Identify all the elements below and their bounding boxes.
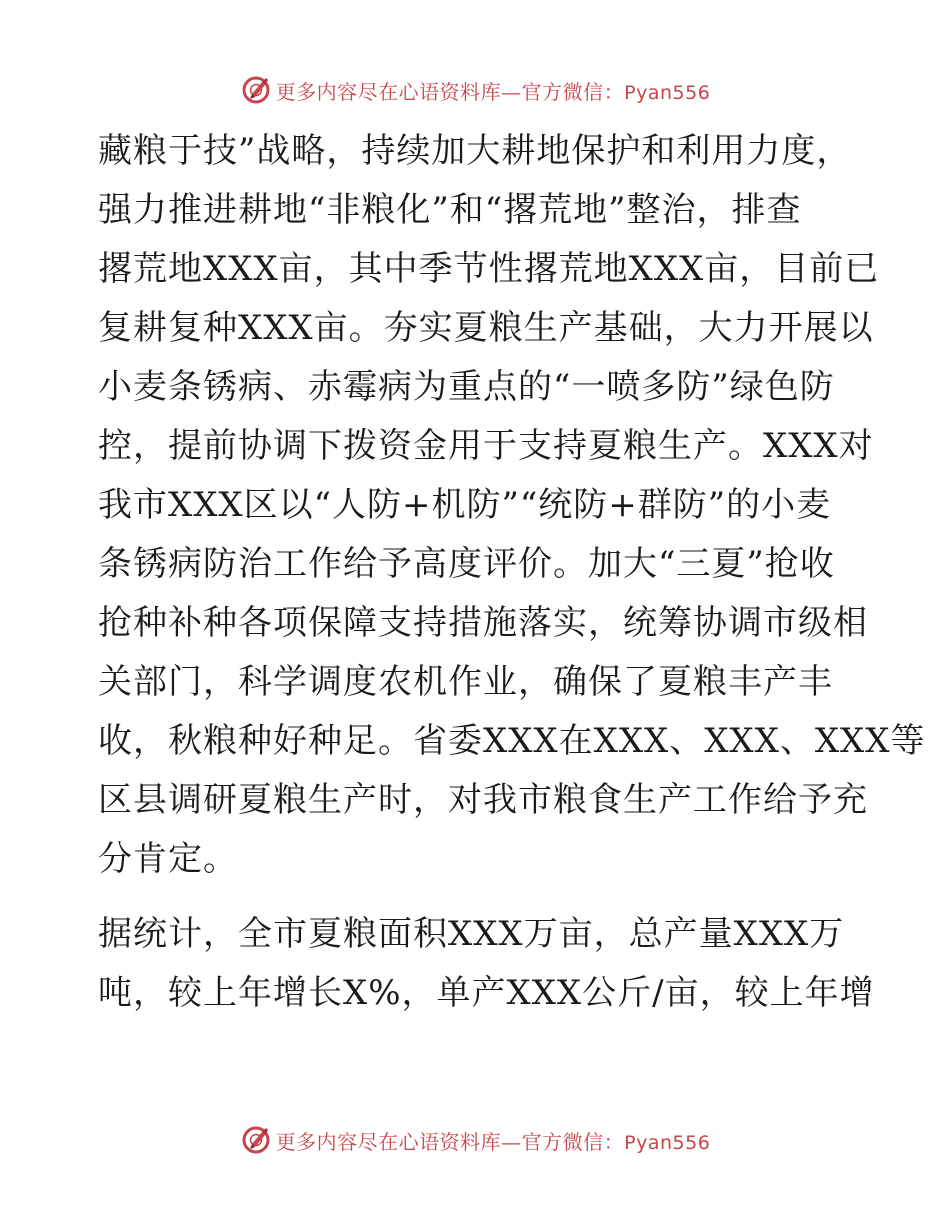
paragraph-2: [98, 905, 875, 1023]
header-banner-text: [276, 76, 711, 105]
text-line: 吨，较上年增长X%，单产XXX公斤/亩，较上年增: [98, 973, 875, 1013]
text-line: 条锈病防治工作给予高度评价。加大“三夏”抢收: [98, 544, 835, 584]
header-watermark-banner: [0, 70, 950, 110]
paragraph-1: [98, 122, 926, 889]
pen-nib-logo-icon: [240, 1124, 272, 1156]
document-body: [98, 122, 926, 1023]
pen-nib-logo-icon: [240, 74, 272, 106]
text-line: 抢种补种各项保障支持措施落实，统筹协调市级相: [98, 603, 868, 643]
text-line: 强力推进耕地“非粮化”和“撂荒地”整治，排查: [98, 190, 802, 230]
text-line: 收，秋粮种好种足。省委XXX在XXX、XXX、XXX等: [98, 721, 926, 761]
text-line: 我市XXX区以“人防+机防”“统防+群防”的小麦: [98, 485, 832, 525]
footer-banner-cn: 更多内容尽在心语资料库—官方微信：: [275, 1129, 625, 1154]
header-banner-wechat-id: Pyan556: [624, 81, 711, 104]
text-line: 关部门，科学调度农机作业，确保了夏粮丰产丰: [98, 662, 833, 702]
text-line: 撂荒地XXX亩，其中季节性撂荒地XXX亩，目前已: [98, 249, 880, 289]
text-line: 据统计，全市夏粮面积XXX万亩，总产量XXX万: [98, 914, 845, 954]
footer-watermark-banner: [0, 1120, 950, 1160]
text-line: 复耕复种XXX亩。夯实夏粮生产基础，大力开展以: [98, 308, 874, 348]
footer-banner-wechat-id: Pyan556: [624, 1131, 711, 1154]
text-line: 藏粮于技”战略，持续加大耕地保护和利用力度，: [98, 131, 852, 171]
text-line: 控，提前协调下拨资金用于支持夏粮生产。XXX对: [98, 426, 874, 466]
header-banner-cn: 更多内容尽在心语资料库—官方微信：: [275, 79, 625, 104]
footer-banner-text: [276, 1126, 711, 1155]
text-line: 分肯定。: [98, 839, 238, 879]
text-line: 小麦条锈病、赤霉病为重点的“一喷多防”绿色防: [98, 367, 835, 407]
text-line: 区县调研夏粮生产时，对我市粮食生产工作给予充: [98, 780, 868, 820]
